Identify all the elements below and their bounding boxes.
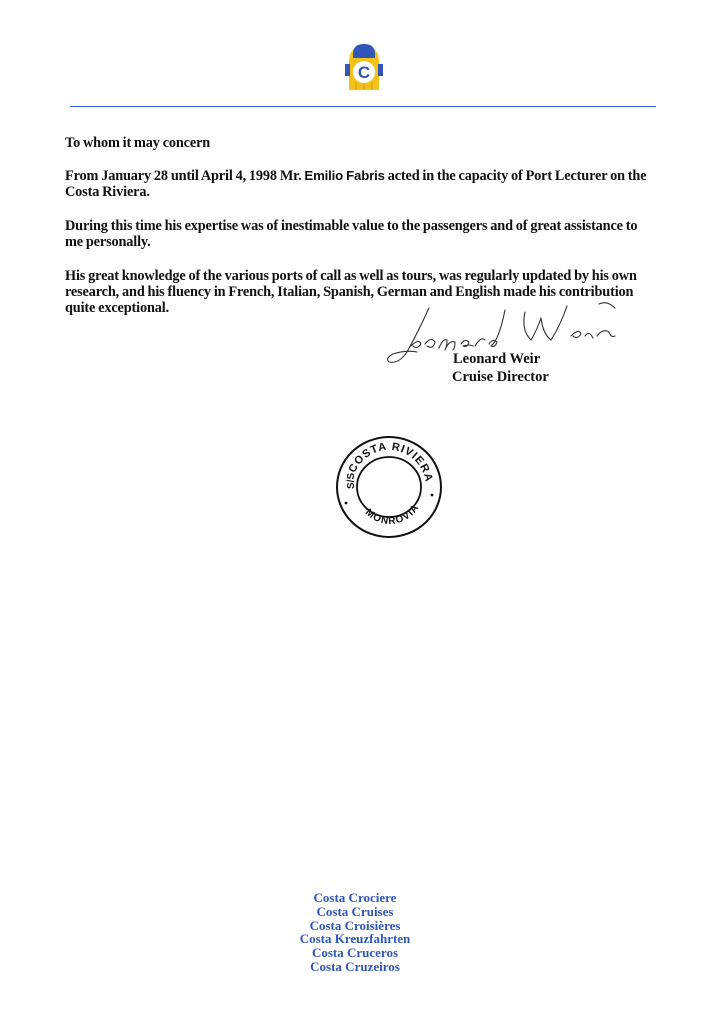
footer-line: Costa Cruzeiros [310, 958, 400, 974]
paragraph-1-after: acted in the capacity of Port Lecturer on the Costa Riviera. [65, 168, 647, 200]
costa-logo [345, 42, 383, 92]
signer-name: Leonard Weir [453, 351, 541, 367]
footer-line: Costa Kreuzfahrten [299, 931, 411, 947]
signer-title: Cruise Director [452, 369, 549, 385]
letter-paragraph-2: During this time his expertise was of inestimable value to the passengers and of great assistance to me personally. [65, 218, 638, 250]
person-name: Emilio Fabris [304, 168, 385, 183]
footer-company-names [255, 891, 455, 974]
seal-bottom-text: MONROVIA [363, 502, 422, 528]
letter-paragraph-1 [65, 168, 655, 200]
footer-line: Costa Crociere [313, 890, 397, 905]
letter-greeting: To whom it may concern [65, 135, 211, 151]
logo-letter: C [357, 63, 371, 82]
footer-line: Costa Croisières [309, 917, 401, 933]
paragraph-1-before: From January 28 until April 4, 1998 Mr. [65, 168, 305, 184]
seal-top-text: COSTA RIVIERA [346, 440, 435, 484]
svg-text:MONROVIA [363, 502, 422, 527]
footer-line: Costa Cruises [316, 903, 394, 919]
letter-paragraph-3: His great knowledge of the various ports of call as well as tours, was regularly updated by his own research, and his fluency in French, Italian, Spanish, German and English made his contribution quite exceptional. [65, 268, 637, 316]
header-rule [70, 106, 656, 107]
footer-line: Costa Cruceros [311, 945, 399, 961]
ship-seal-stamp [334, 435, 444, 540]
seal-left-text: S/S [346, 472, 357, 489]
